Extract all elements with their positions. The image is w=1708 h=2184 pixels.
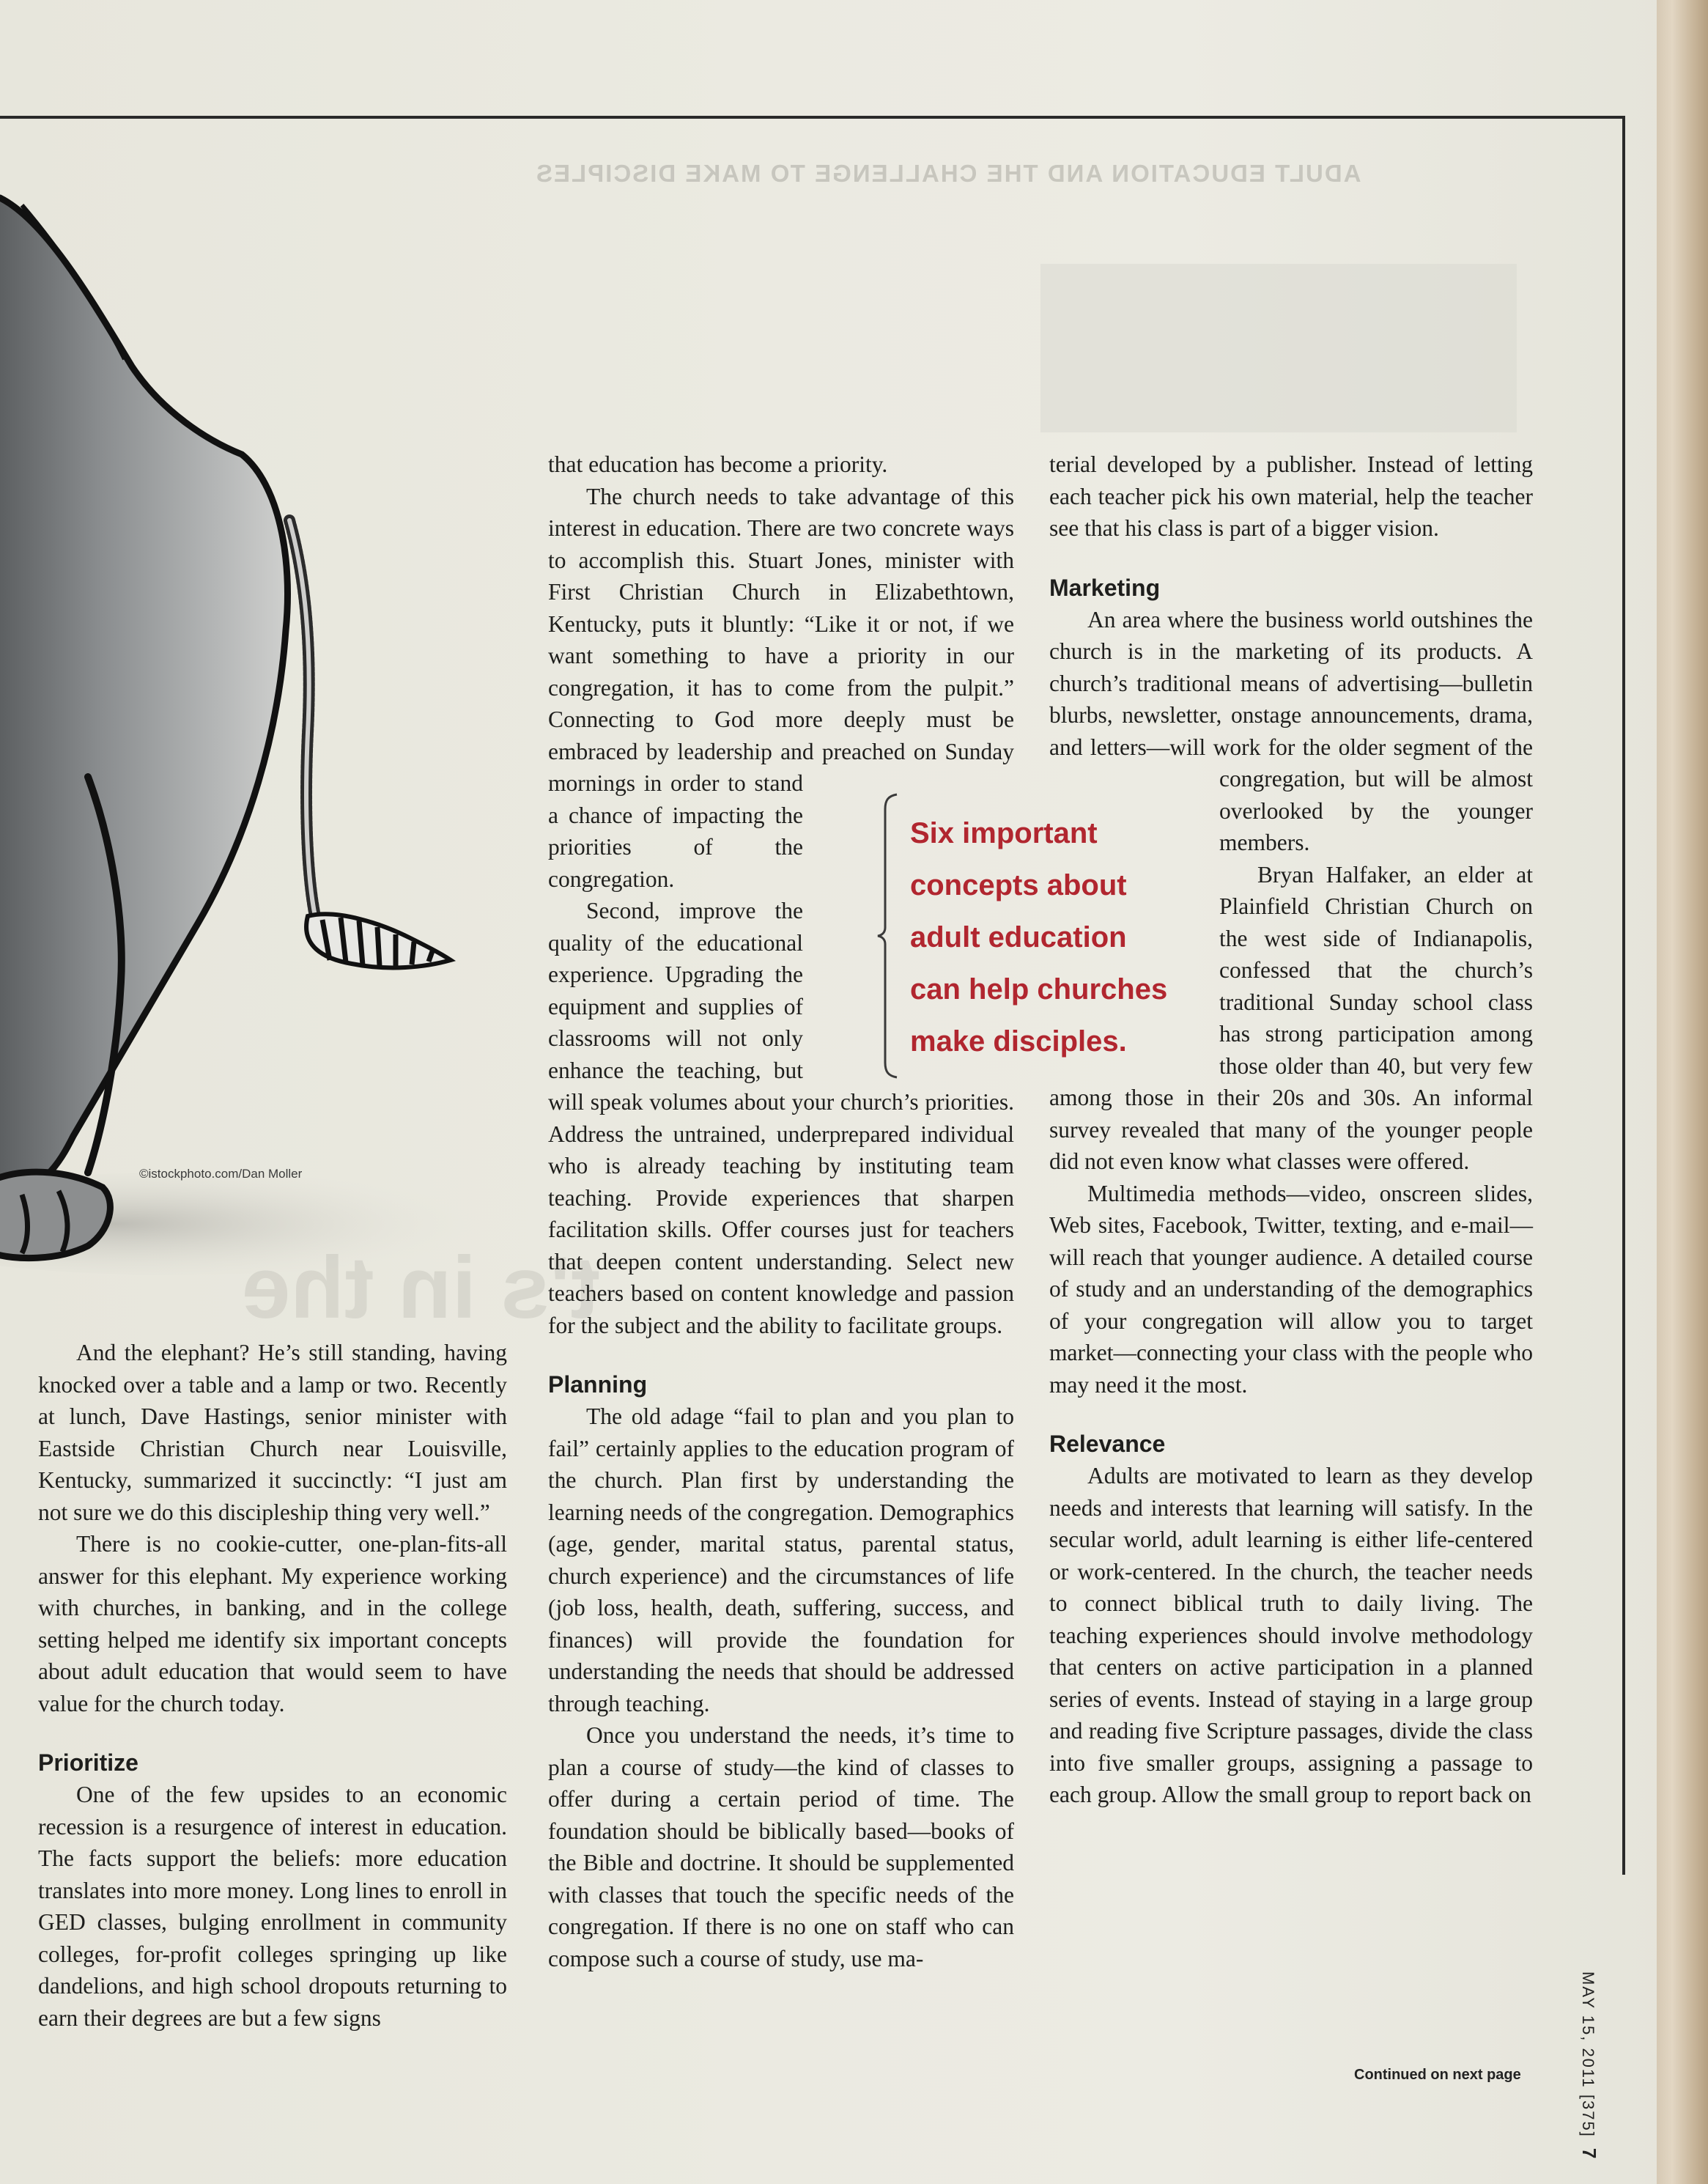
subhead-prioritize: Prioritize (38, 1749, 138, 1776)
bleed-through-section-title: ADULT EDUCATION AND THE CHALLENGE TO MAKE DISCIPLES (535, 160, 1361, 187)
page-number: 7 (1578, 2147, 1600, 2161)
paragraph: The church needs to take advantage of this interest in education. There are two concrete ways to accomplish this. Stuart Jones, minister with First Christian Church in Elizabethtown, Kentucky, puts it bluntly: “Like it or not, if we want something to have a priority in our congregation, it has to come from the pulpit.” Connecting to God more deeply must be embraced by leadership and preached on Sunday mornings in order to stand a chance of impacting the priorities of the congregation. (548, 483, 1014, 892)
pull-quote-line: concepts about (910, 869, 1127, 901)
photo-credit: ©istockphoto.com/Dan Moller (139, 1167, 303, 1181)
folio (1578, 1971, 1600, 2160)
paragraph: Adults are motivated to learn as they develop needs and interests that learning will satisfy. In the secular world, adult learning is either life-centered or work-centered. In the church, the teacher needs to connect biblical truth to daily living. The teaching experiences should involve methodology that centers on active participation in a planned series of events. Instead of staying in a large group and reading five Scripture passages, divide the class into five smaller groups, assigning a passage to each group. Allow the small group to report back on (1049, 1463, 1533, 1807)
continued-note: Continued on next page (1354, 2067, 1521, 2083)
pull-quote-line: make disciples. (910, 1025, 1127, 1058)
paragraph: An area where the business world outshines the church is in the marketing of its products. A church’s traditional means of advertising—bulletin blurbs, newsletter, onstage announcements, drama, and letters—will work for the older segment of the congregation, but will be almost overlooked by the younger members. (1049, 606, 1533, 855)
bleed-through-headline: t's in the (242, 1239, 600, 1337)
paragraph: The old adage “fail to plan and you plan to fail” certainly applies to the education program of the church. Plan first by understanding the learning needs of the congregation. Demographics (age, gender, marital status, parental status, church experience) and the circumstances of life (job loss, health, death, suffering, success, and finances) will provide the foundation for understanding the needs that should be addressed through teaching. (548, 1403, 1014, 1716)
page-edge (1657, 0, 1708, 2184)
pull-quote (876, 792, 1205, 1080)
article-column-left (38, 1337, 507, 2034)
elephant-illustration (0, 176, 498, 1290)
article-column-right (1049, 449, 1533, 1811)
paragraph: Second, improve the quality of the educational experience. Upgrading the equipment and supplies of classrooms will not only enhance the teaching, but will speak volumes about your church’s priorities. Address the untrained, underprepared individual who is already teaching by instituting team teaching. Provide experiences that sharpen facilitation skills. Offer courses just for teachers that deepen content understanding. Select new teachers based on content knowledge and passion for the subject and the ability to facilitate groups. (548, 898, 1014, 1338)
paragraph: One of the few upsides to an economic recession is a resurgence of interest in education. The facts support the beliefs: more education translates into more money. Long lines to enroll in GED classes, bulging enrollment in community colleges, for-profit colleges springing up like dandelions, and high school dropouts returning to earn their degrees are but a few signs (38, 1782, 507, 2031)
paragraph: There is no cookie-cutter, one-plan-fits-all answer for this elephant. My experience working with churches, in banking, and in the college setting helped me identify six important concepts about adult education that would seem to have value for the church today. (38, 1531, 507, 1716)
paragraph: terial developed by a publisher. Instead of letting each teacher pick his own material, help the teacher see that his class is part of a bigger vision. (1049, 451, 1533, 541)
subhead-planning: Planning (548, 1371, 648, 1398)
folio-date: MAY 15, 2011 [375] (1579, 1971, 1597, 2138)
paragraph: And the elephant? He’s still standing, having knocked over a table and a lamp or two. Recently at lunch, Dave Hastings, senior minister with Eastside Christian Church near Louisville, Kentucky, summarized it succinctly: “I just am not sure we do this discipleship thing very well.” (38, 1340, 507, 1525)
paragraph: Multimedia methods—video, onscreen slides, Web sites, Facebook, Twitter, texting, and e-mail—will reach that younger audience. A detailed course of study and an understanding of the demographics of your congregation will allow you to target market—connecting your class with the people who may need it the most. (1049, 1180, 1533, 1398)
pull-quote-line: adult education (910, 921, 1127, 953)
subhead-marketing: Marketing (1049, 574, 1161, 601)
article-column-middle (548, 449, 1014, 1974)
paragraph: Once you understand the needs, it’s time to plan a course of study—the kind of classes to offer during a certain period of time. The foundation should be biblically based—books of the Bible and doctrine. It should be supplemented with classes that touch the specific needs of the congregation. If there is no one on staff who can compose such a course of study, use ma- (548, 1722, 1014, 1971)
paragraph: that education has become a priority. (548, 451, 888, 477)
bleed-through-box (1040, 264, 1517, 432)
frame-rule-top (0, 116, 1625, 119)
pull-quote-line: can help churches (910, 973, 1168, 1006)
frame-rule-right (1622, 116, 1625, 1875)
bracket-icon (876, 792, 901, 1080)
pull-quote-line: Six important (910, 817, 1098, 849)
paragraph: Bryan Halfaker, an elder at Plainfield Christian Church on the west side of Indianapolis, confessed that the church’s traditional Sunday school class has strong participation among those older than 40, but very few among those in their 20s and 30s. An informal survey revealed that many of the younger people did not even know what classes were offered. (1049, 861, 1533, 1174)
subhead-relevance: Relevance (1049, 1431, 1166, 1457)
